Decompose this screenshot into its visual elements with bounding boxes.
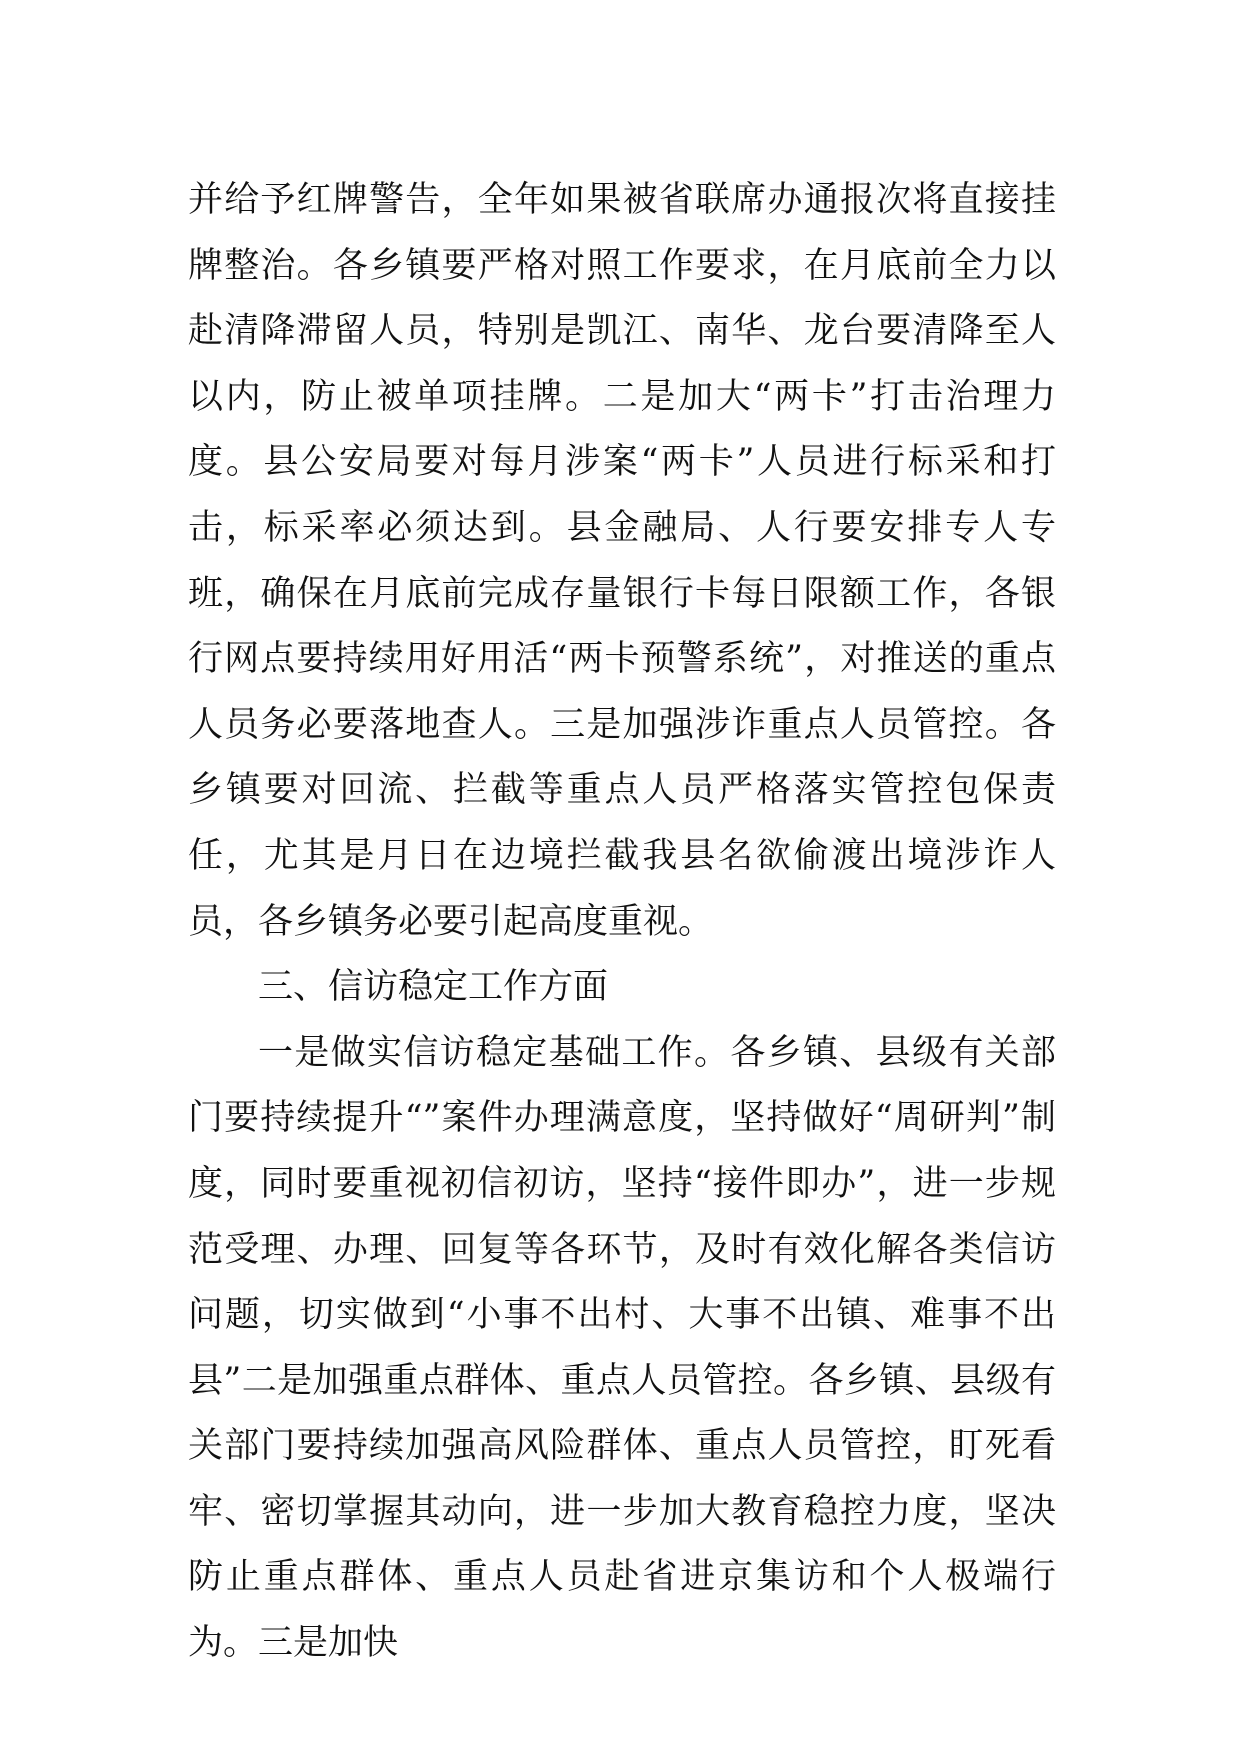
paragraph-continuation: 并给予红牌警告，全年如果被省联席办通报次将直接挂牌整治。各乡镇要严格对照工作要求，在月底前全力以赴清降滞留人员，特别是凯江、南华、龙台要清降至人以内，防止被单项挂牌。二是加大“两卡”打击治理力度。县公安局要对每月涉案“两卡”人员进行标采和打击，标采率必须达到。县金融局、人行要安排专人专班，确保在月底前完成存量银行卡每日限额工作，各银行网点要持续用好用活“两卡预警系统”，对推送的重点人员务必要落地查人。三是加强涉诈重点人员管控。各乡镇要对回流、拦截等重点人员严格落实管控包保责任，尤其是月日在边境拦截我县名欲偷渡出境涉诈人员，各乡镇务必要引起高度重视。 <box>188 180 1056 942</box>
document-body <box>188 168 1056 1677</box>
section-heading: 三、信访稳定工作方面 <box>258 967 609 1008</box>
paragraph-body: 一是做实信访稳定基础工作。各乡镇、县级有关部门要持续提升“”案件办理满意度，坚持做好“周研判”制度，同时要重视初信初访，坚持“接件即办”，进一步规范受理、办理、回复等各环节，及时有效化解各类信访问题，切实做到“小事不出村、大事不出镇、难事不出县”二是加强重点群体、重点人员管控。各乡镇、县级有关部门要持续加强高风险群体、重点人员管控，盯死看牢、密切掌握其动向，进一步加大教育稳控力度，坚决防止重点群体、重点人员赴省进京集访和个人极端行为。三是加快 <box>188 1032 1056 1664</box>
